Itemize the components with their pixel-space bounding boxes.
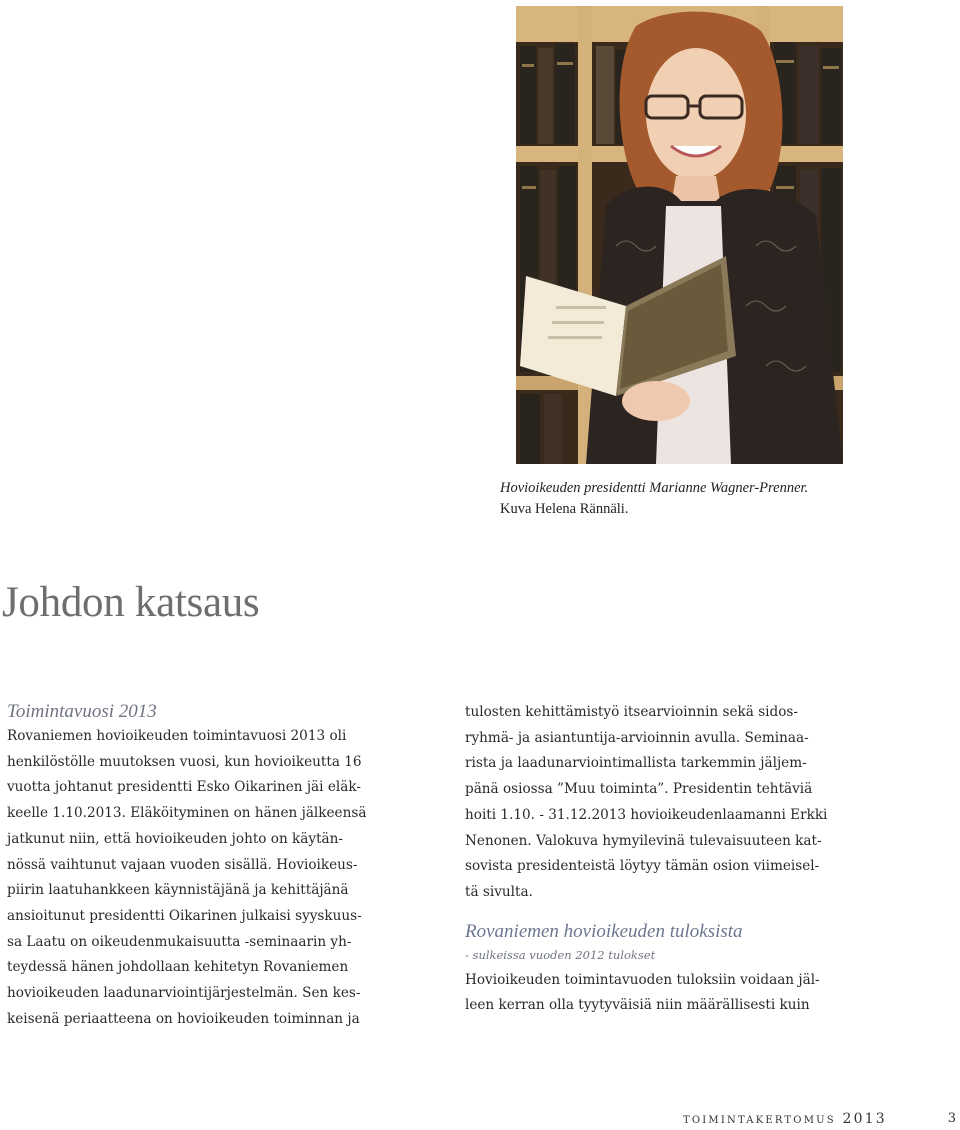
page-footer	[600, 1108, 960, 1130]
body-line: keelle 1.10.2013. Eläköityminen on hänen jälkeensä	[7, 805, 367, 822]
section-heading-year: Toimintavuosi 2013	[7, 701, 157, 722]
body-line: Rovaniemen hovioikeuden toimintavuosi 2013 oli	[7, 728, 347, 744]
body-line: tulosten kehittämistyö itsearvioinnin sekä sidos-	[465, 704, 798, 720]
body-line: leen kerran olla tyytyväisiä niin määrällisesti kuin	[465, 997, 810, 1014]
body-line: tä sivulta.	[465, 883, 533, 900]
section-subheading: - sulkeissa vuoden 2012 tulokset	[465, 947, 656, 962]
page-title: Johdon katsaus	[2, 579, 260, 626]
body-line: pänä osiossa ”Muu toiminta”. Presidentin tehtäviä	[465, 781, 813, 798]
body-line: piirin laatuhankkeen käynnistäjänä ja kehittäjänä	[7, 882, 349, 899]
body-line: sa Laatu on oikeudenmukaisuutta -seminaarin yh-	[7, 933, 352, 950]
body-line: rista ja laadunarviointimallista tarkemmin jäljem-	[465, 755, 807, 772]
body-line: hovioikeuden laadunarviointijärjestelmän. Sen kes-	[7, 985, 361, 1002]
left-column	[7, 700, 417, 1032]
body-line: jatkunut niin, että hovioikeuden johto on käytän-	[7, 830, 343, 847]
right-column	[465, 700, 905, 1019]
body-line: keisenä periaatteena on hovioikeuden toiminnan ja	[7, 1010, 360, 1027]
report-name: toimintakertomus 2013	[683, 1111, 887, 1127]
body-line: nössä vaihtunut vajaan vuoden sisällä. Hovioikeus-	[7, 856, 358, 873]
body-line: hoiti 1.10. - 31.12.2013 hovioikeudenlaamanni Erkki	[465, 806, 828, 823]
body-line: ryhmä- ja asiantuntija-arvioinnin avulla. Seminaa-	[465, 729, 809, 746]
portrait-photo	[516, 6, 843, 464]
caption-text: Hovioikeuden presidentti Marianne Wagner-Prenner.	[500, 480, 809, 496]
body-line: sovista presidenteistä löytyy tämän osion viimeisel-	[465, 858, 820, 875]
body-line: Hovioikeuden toimintavuoden tuloksiin voidaan jäl-	[465, 971, 820, 988]
caption-credit: Kuva Helena Rännäli.	[500, 501, 629, 517]
body-line: Nenonen. Valokuva hymyilevinä tulevaisuuteen kat-	[465, 832, 822, 849]
portrait-illustration	[516, 6, 843, 464]
photo-caption	[500, 478, 900, 520]
body-line: henkilöstölle muutoksen vuosi, kun hovioikeutta 16	[7, 753, 362, 770]
section-heading-results: Rovaniemen hovioikeuden tuloksista	[465, 920, 743, 942]
page-number: 3	[947, 1111, 956, 1126]
body-line: teydessä hänen johdollaan kehitetyn Rovaniemen	[7, 959, 349, 976]
body-line: vuotta johtanut presidentti Esko Oikarinen jäi eläk-	[7, 779, 361, 796]
body-line: ansioitunut presidentti Oikarinen julkaisi syyskuus-	[7, 907, 362, 924]
